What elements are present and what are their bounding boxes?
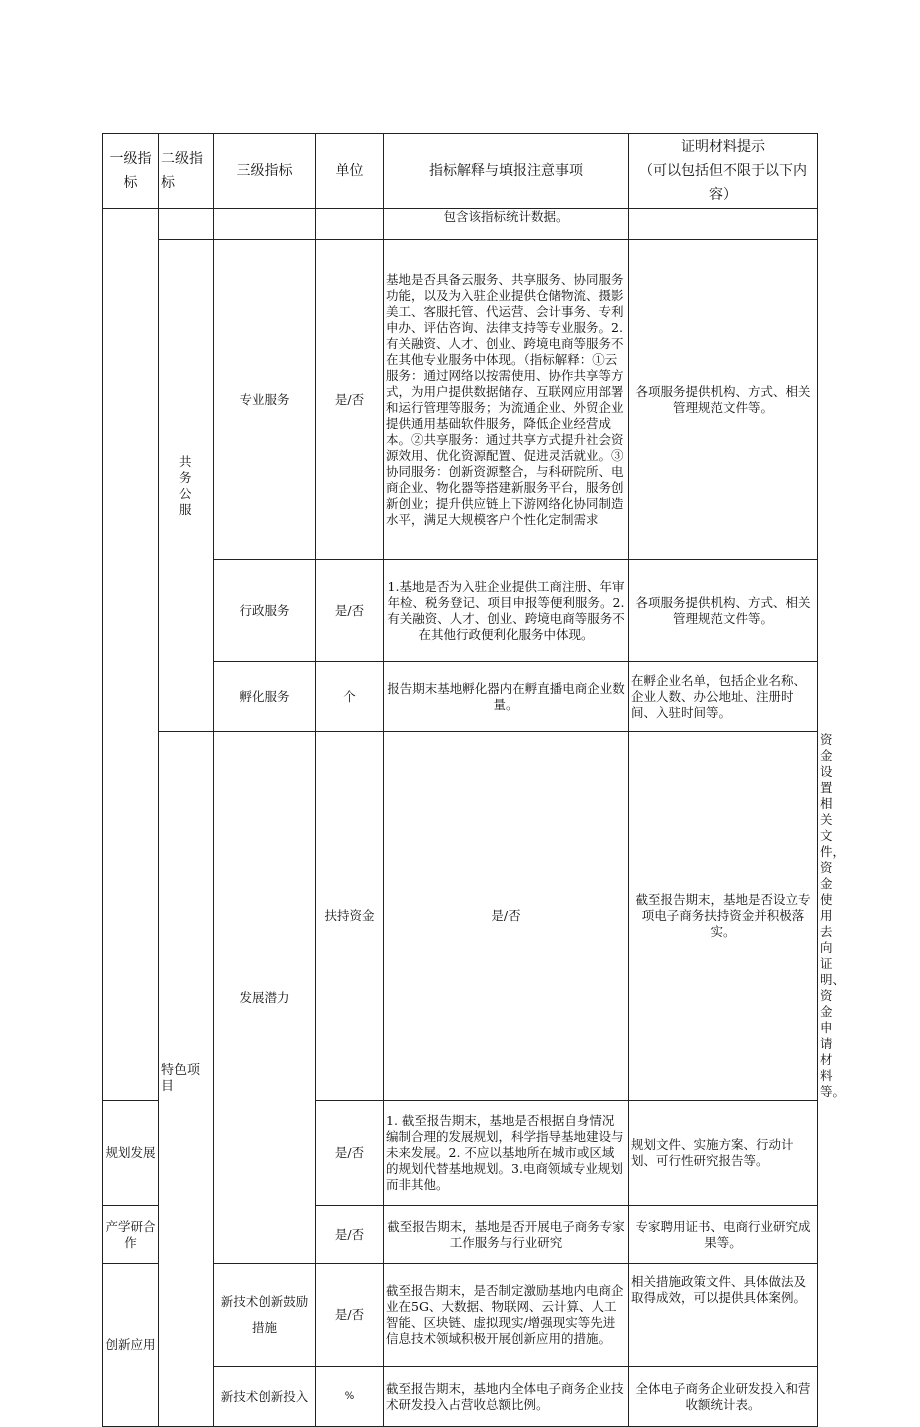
level2-cell-empty	[159, 209, 214, 240]
explanation-cell: 截至报告期末，基地内全体电子商务企业技术研发投入占营收总额比例。	[384, 1367, 629, 1427]
evidence-cell: 相关措施政策文件、具体做法及取得成效，可以提供具体案例。	[629, 1264, 818, 1367]
evidence-cell: 各项服务提供机构、方式、相关管理规范文件等。	[629, 560, 818, 662]
level3-cell: 扶持资金	[316, 732, 384, 1101]
evidence-cell: 全体电子商务企业研发投入和营收额统计表。	[629, 1367, 818, 1427]
table-row	[103, 209, 818, 240]
table-row	[103, 240, 818, 560]
evidence-cell-empty	[629, 209, 818, 240]
unit-cell: 是/否	[384, 732, 629, 1101]
header-level2: 二级指标	[159, 134, 214, 209]
level2-label: 共务公服	[179, 453, 192, 517]
level2-innovation: 创新应用	[103, 1264, 159, 1427]
explanation-cell: 报告期末基地孵化器内在孵直播电商企业数量。	[384, 662, 629, 732]
explanation-cell: 包含该指标统计数据。	[384, 209, 629, 240]
header-unit: 单位	[316, 134, 384, 209]
level3-cell: 行政服务	[214, 560, 316, 662]
explanation-cell: 截至报告期末，基地是否设立专项电子商务扶持资金并积极落实。	[629, 732, 818, 1101]
level2-public-service	[159, 240, 214, 732]
evidence-cell: 规划文件、实施方案、行动计划、可行性研究报告等。	[629, 1101, 818, 1206]
header-level3: 三级指标	[214, 134, 316, 209]
header-evidence-note: （可以包括但不限于以下内容）	[639, 163, 807, 203]
unit-cell: %	[316, 1367, 384, 1427]
level3-cell-empty	[214, 209, 316, 240]
level1-featured: 特色项目	[159, 732, 214, 1427]
header-explanation: 指标解释与填报注意事项	[384, 134, 629, 209]
level2-development: 发展潜力	[214, 732, 316, 1264]
explanation-cell: 1. 截至报告期末，基地是否根据自身情况编制合理的发展规划，科学指导基地建设与未来发展。2. 不应以基地所在城市或区域的规划代替基地规划。3.电商领域专业规划而非其他。	[384, 1101, 629, 1206]
unit-cell: 是/否	[316, 1264, 384, 1367]
unit-cell: 是/否	[316, 240, 384, 560]
level3-cell: 孵化服务	[214, 662, 316, 732]
explanation-cell: 截至报告期末，基地是否开展电子商务专家工作服务与行业研究	[384, 1206, 629, 1264]
table-row: 特色项目 发展潜力 扶持资金 是/否 截至报告期末，基地是否设立专项电子商务扶持资金并积极落实。 资金设置相关文件，资金使用去向证明、资金申请材料等。	[103, 732, 818, 1101]
evidence-cell: 各项服务提供机构、方式、相关管理规范文件等。	[629, 240, 818, 560]
level3-cell: 专业服务	[214, 240, 316, 560]
level3-cell: 新技术创新投入	[214, 1367, 316, 1427]
level1-cell-empty	[103, 209, 159, 1101]
evidence-cell: 在孵企业名单，包括企业名称、企业人数、办公地址、注册时间、入驻时间等。	[629, 662, 818, 732]
level3-cell: 新技术创新鼓励措施	[214, 1264, 316, 1367]
unit-cell: 个	[316, 662, 384, 732]
explanation-cell: 基地是否具备云服务、共享服务、协同服务功能，以及为入驻企业提供仓储物流、摄影美工、客服托管、代运营、会计事务、专利申办、评估咨询、法律支持等专业服务。2. 有关融资、人才、创业、跨境电商等服务不在其他专业服务中体现。（指标解释：①云服务：通过网络以按需使用、协作共享等方式，为用户提供数据储存、互联网应用部署和运行管理等服务；为流通企业、外贸企业提供通用基础软件服务，降低企业经营成本。②共享服务：通过共享方式提升社会资源效用、优化资源配置、促进灵活就业。③协同服务：创新资源整合，与科研院所、电商企业、物化器等搭建新服务平台，服务创新创业；提升供应链上下游网络化协同制造水平，满足大规模客户个性化定制需求	[384, 240, 629, 560]
unit-cell-empty	[316, 209, 384, 240]
unit-cell: 是/否	[316, 1206, 384, 1264]
indicator-table	[102, 133, 846, 1427]
header-evidence-title: 证明材料提示	[681, 139, 765, 155]
level3-cell: 规划发展	[103, 1101, 159, 1206]
header-level1: 一级指标	[103, 134, 159, 209]
header-evidence	[629, 134, 818, 209]
evidence-cell: 专家聘用证书、电商行业研究成果等。	[629, 1206, 818, 1264]
unit-cell: 是/否	[316, 560, 384, 662]
header-row	[103, 134, 818, 209]
explanation-cell: 截至报告期末，是否制定激励基地内电商企业在5G、大数据、物联网、云计算、人工智能、区块链、虚拟现实/增强现实等先进信息技术领域积极开展创新应用的措施。	[384, 1264, 629, 1367]
unit-cell: 是/否	[316, 1101, 384, 1206]
level3-cell: 产学研合作	[103, 1206, 159, 1264]
explanation-cell: 1.基地是否为入驻企业提供工商注册、年审年检、税务登记、项目申报等便利服务。2. 有关融资、人才、创业、跨境电商等服务不在其他行政便利化服务中体现。	[384, 560, 629, 662]
